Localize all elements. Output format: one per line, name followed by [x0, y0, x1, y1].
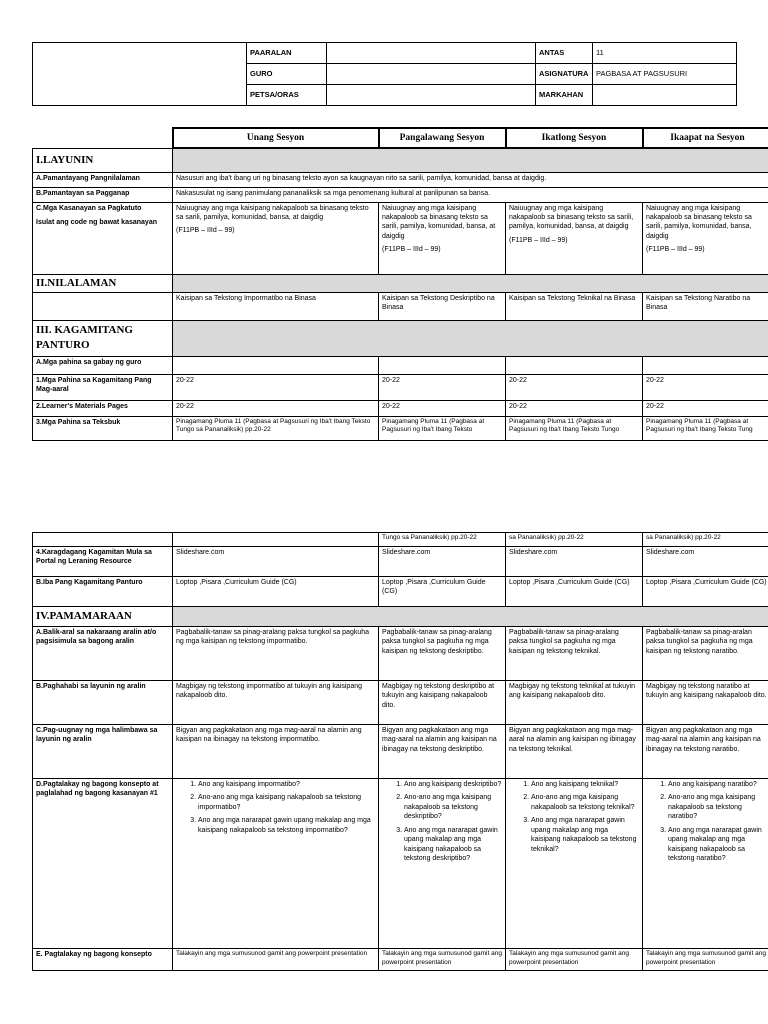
teksbuk-2: Pinagamang Pluma 11 (Pagbasa at Pagsusuri ng Iba't Ibang Teksto — [379, 416, 506, 440]
kasanayan-code-4: (F11PB – IIId – 99) — [646, 246, 705, 254]
lm-4: 20-22 — [643, 400, 768, 416]
lm-label: 2.Learner's Materials Pages — [33, 400, 173, 416]
kasanayan-1: Naiuugnay ang mga kaisipang nakapaloob sa binasang teksto sa sarili, pamilya, komunidad, bansa, at daigdig (F11PB – IIId – 99) — [173, 202, 379, 274]
list-item: 2. Ano-ano ang mga kaisipang nakapaloob sa tekstong teknikal? — [531, 793, 639, 812]
iba-2: Loptop ,Pisara ,Curriculum Guide (CG) — [379, 577, 506, 607]
list-item: 3. Ano ang mga nararapat gawin upang makalap ang mga kaisipang nakapaloob sa tekstong naratibo? — [668, 826, 768, 864]
antas-label: ANTAS — [536, 43, 593, 64]
list-item: 3. Ano ang mga nararapat gawin upang makalap ang mga kaisipang nakapaloob sa tekstong teknikal? — [531, 816, 639, 854]
lm-2: 20-22 — [379, 400, 506, 416]
pagtalakay2-4: Talakayin ang mga sumusunod gamit ang powerpoint presentation — [643, 949, 768, 971]
nilalaman-4: Kaisipan sa Tekstong Naratibo na Binasa — [643, 292, 768, 320]
kagamitang-4: 20-22 — [643, 374, 768, 400]
logo-cell — [33, 43, 247, 106]
paghahabi-3: Magbigay ng tekstong teknikal at tukuyin ang kaisipang nakapaloob dito. — [506, 681, 643, 725]
teksbuk-1: Pinagamang Pluma 11 (Pagbasa at Pagsusuri ng Iba't Ibang Teksto Tungo sa Pananaliksik) pp.20-22 — [173, 416, 379, 440]
karagdagang-label: 4.Karagdagang Kagamitan Mula sa Portal ng Leraning Resource — [33, 547, 173, 577]
balik-3: Pagbabalik-tanaw sa pinag-aralang paksa tungkol sa pagkuha ng mga kaisipan ng tekstong teknikal. — [506, 627, 643, 681]
antas-value: 11 — [593, 43, 737, 64]
lesson-plan-table-page-2 — [32, 532, 768, 971]
balik-2: Pagbabalik-tanaw sa pinag-aralang paksa tungkol sa pagkuha ng mga kaisipan ng tekstong deskriptibo. — [379, 627, 506, 681]
teksbuk-4: Pinagamang Pluma 11 (Pagbasa at Pagsusuri ng Iba't Ibang Teksto Tung — [643, 416, 768, 440]
pagtalakay2-2: Talakayin ang mga sumusunod gamit ang powerpoint presentation — [379, 949, 506, 971]
asignatura-label: ASIGNATURA — [536, 64, 593, 85]
pamantayang-label: A.Pamantayang Pangnilalaman — [33, 172, 173, 187]
pag-uugnay-4: Bigyan ang pagkakataon ang mga mag-aaral na alamin ang kaisipan na ibinagay na tekstong naratibo. — [643, 725, 768, 779]
section-layunin-fill — [173, 148, 768, 172]
list-item: 1. Ano ang kaisipang impormatibo? — [198, 780, 375, 789]
karagdagang-3: Slideshare.com — [506, 547, 643, 577]
kagamitang-label: 1.Mga Pahina sa Kagamitang Pang Mag-aaral — [33, 374, 173, 400]
nilalaman-3: Kaisipan sa Tekstong Teknikal na Binasa — [506, 292, 643, 320]
iba-label: B.Iba Pang Kagamitang Panturo — [33, 577, 173, 607]
pagganap-label: B.Pamantayan sa Pagganap — [33, 187, 173, 202]
karagdagang-1: Slideshare.com — [173, 547, 379, 577]
pagtalakay1-3 — [506, 779, 643, 949]
pag-uugnay-3: Bigyan ang pagkakataon ang mga mag-aaral na alamin ang kaisipan ng ibinagay na tekstong teknikal. — [506, 725, 643, 779]
section-pamamaraan-fill — [173, 607, 768, 627]
nilalaman-1: Kaisipan sa Tekstong Impormatibo na Binasa — [173, 292, 379, 320]
kasanayan-label: C.Mga Kasanayan sa Pagkatuto — [36, 204, 142, 212]
petsa-label: PETSA/ORAS — [247, 85, 327, 106]
kagamitang-1: 20-22 — [173, 374, 379, 400]
paghahabi-4: Magbigay ng tekstong naratibo at tukuyin ang kaisipang nakapaloob dito. — [643, 681, 768, 725]
paghahabi-2: Magbigay ng tekstong deskriptibo at tukuyin ang kaisipang nakapaloob dito. — [379, 681, 506, 725]
paaralan-label: PAARALAN — [247, 43, 327, 64]
markahan-label: MARKAHAN — [536, 85, 593, 106]
pag-uugnay-2: Bigyan ang pagkakataon ang mga mag-aaral na alamin ang kaisipan na ibinagay na tekstong deskriptibo. — [379, 725, 506, 779]
pagtalakay2-label: E. Pagtalakay ng bagong konsepto — [33, 949, 173, 971]
paghahabi-1: Magbigay ng tekstong impormatibo at tukuyin ang kaisipang nakapaloob dito. — [173, 681, 379, 725]
iba-1: Loptop ,Pisara ,Curriculum Guide (CG) — [173, 577, 379, 607]
section-nilalaman: II.NILALAMAN — [33, 274, 173, 292]
section-kagamitan: III. KAGAMITANG PANTURO — [33, 320, 173, 356]
nilalaman-label-empty — [33, 292, 173, 320]
pagtalakay2-3: Talakayin ang mga sumusunod gamit ang powerpoint presentation — [506, 949, 643, 971]
kasanayan-code-3: (F11PB – IIId – 99) — [509, 236, 568, 244]
petsa-value — [327, 85, 536, 106]
lesson-plan-table-page-1 — [32, 127, 768, 441]
pagganap-value: Nakasusulat ng isang panimulang pananaliksik sa mga penomenang kultural at panlipunan sa bansa. — [173, 187, 768, 202]
teksbuk-3: Pinagamang Pluma 11 (Pagbasa at Pagsusuri ng Iba't Ibang Teksto Tungo — [506, 416, 643, 440]
list-item: 3. Ano ang mga nararapat gawin upang makalap ang mga kaisipang nakapaloob sa tekstong deskriptibo? — [404, 826, 502, 864]
list-item: 2. Ano-ano ang mga kaisipang nakapaloob sa tekstong impormatibo? — [198, 793, 375, 812]
asignatura-value: PAGBASA AT PAGSUSURI — [593, 64, 737, 85]
kasanayan-code-1: (F11PB – IIId – 99) — [176, 227, 235, 235]
kasanayan-cell — [33, 202, 173, 274]
kagamitang-2: 20-22 — [379, 374, 506, 400]
col-header-3: Ikatlong Sesyon — [506, 128, 643, 148]
col-header-2: Pangalawang Sesyon — [379, 128, 506, 148]
nilalaman-2: Kaisipan sa Tekstong Deskriptibo na Binasa — [379, 292, 506, 320]
col-header-1: Unang Sesyon — [173, 128, 379, 148]
cont-2: Tungo sa Pananaliksik) pp.20-22 — [379, 533, 506, 547]
pagtalakay2-1: Talakayin ang mga sumusunod gamit ang powerpoint presentation — [173, 949, 379, 971]
col-header-4: Ikaapat na Sesyon — [643, 128, 768, 148]
cont-3: sa Pananaliksik) pp.20-22 — [506, 533, 643, 547]
lm-1: 20-22 — [173, 400, 379, 416]
karagdagang-2: Slideshare.com — [379, 547, 506, 577]
markahan-value — [593, 85, 737, 106]
section-layunin: I.LAYUNIN — [33, 148, 173, 172]
pagtalakay1-1 — [173, 779, 379, 949]
kasanayan-4: Naiuugnay ang mga kaisipang nakapaloob sa binasang teksto sa sarili, pamilya, komunidad, bansa, daigdig (F11PB – IIId – 99) — [643, 202, 768, 274]
pagtalakay1-4 — [643, 779, 768, 949]
kasanayan-sub: Isulat ang code ng bawat kasanayan — [36, 218, 157, 226]
gabay-label: A.Mga pahina sa gabay ng guro — [33, 356, 173, 374]
balik-1: Pagbabalik-tanaw sa pinag-aralang paksa tungkol sa pagkuha ng mga kaisipan ng tekstong impormatibo. — [173, 627, 379, 681]
pagtalakay1-2 — [379, 779, 506, 949]
pag-uugnay-1: Bigyan ang pagkakataon ang mga mag-aaral na alamin ang kaisipan na ibinagay na tekstong impormatibo. — [173, 725, 379, 779]
karagdagang-4: Slideshare.com — [643, 547, 768, 577]
guro-label: GURO — [247, 64, 327, 85]
section-kagamitan-fill — [173, 320, 768, 356]
list-item: 2. Ano-ano ang mga kaisipang nakapaloob sa tekstong deskriptibo? — [404, 793, 502, 821]
list-item: 1. Ano ang kaisipang teknikal? — [531, 780, 639, 789]
list-item: 2. Ano-ano ang mga kaisipang nakapaloob sa tekstong naratibo? — [668, 793, 768, 821]
iba-4: Loptop ,Pisara ,Curriculum Guide (CG) — [643, 577, 768, 607]
corner-cell — [33, 128, 173, 148]
list-item: 3. Ano ang mga nararapat gawin upang makalap ang mga kaisipang nakapaloob sa tekstong impormatibo? — [198, 816, 375, 835]
balik-label: A.Balik-aral sa nakaraang aralin at/o pagsisimula sa bagong aralin — [33, 627, 173, 681]
section-nilalaman-fill — [173, 274, 768, 292]
teksbuk-label: 3.Mga Pahina sa Teksbuk — [33, 416, 173, 440]
iba-3: Loptop ,Pisara ,Curriculum Guide (CG) — [506, 577, 643, 607]
paghahabi-label: B.Paghahabi sa layunin ng aralin — [33, 681, 173, 725]
pag-uugnay-label: C.Pag-uugnay ng mga halimbawa sa layunin ng aralin — [33, 725, 173, 779]
lm-3: 20-22 — [506, 400, 643, 416]
cont-1 — [173, 533, 379, 547]
kasanayan-2: Naiuugnay ang mga kaisipang nakapaloob sa binasang teksto sa sarili, pamilya, komunidad, bansa, at daigdig (F11PB – IIId – 99) — [379, 202, 506, 274]
list-item: 1. Ano ang kaisipang naratibo? — [668, 780, 768, 789]
balik-4: Pagbabalik-tanaw sa pinag-aralan paksa tungkol sa pagkuha ng mga kaisipan ng tekstong naratibo. — [643, 627, 768, 681]
header-info-table — [32, 42, 737, 106]
list-item: 1. Ano ang kaisipang deskriptibo? — [404, 780, 502, 789]
paaralan-value — [327, 43, 536, 64]
kagamitang-3: 20-22 — [506, 374, 643, 400]
kasanayan-code-2: (F11PB – IIId – 99) — [382, 246, 441, 254]
pamantayang-value: Nasusuri ang iba't ibang uri ng binasang teksto ayon sa kaugnayan nito sa sarili, pamilya, komunidad, bansa at daigdig. — [173, 172, 768, 187]
section-pamamaraan: IV.PAMAMARAAN — [33, 607, 173, 627]
pagtalakay1-label: D.Pagtalakay ng bagong konsepto at paglalahad ng bagong kasanayan #1 — [33, 779, 173, 949]
kasanayan-3: Naiuugnay ang mga kaisipang nakapaloob sa binasang teksto sa sarili, pamilya, komunidad, bansa, at daigdig (F11PB – IIId – 99) — [506, 202, 643, 274]
guro-value — [327, 64, 536, 85]
cont-4: sa Pananaliksik) pp.20-22 — [643, 533, 768, 547]
